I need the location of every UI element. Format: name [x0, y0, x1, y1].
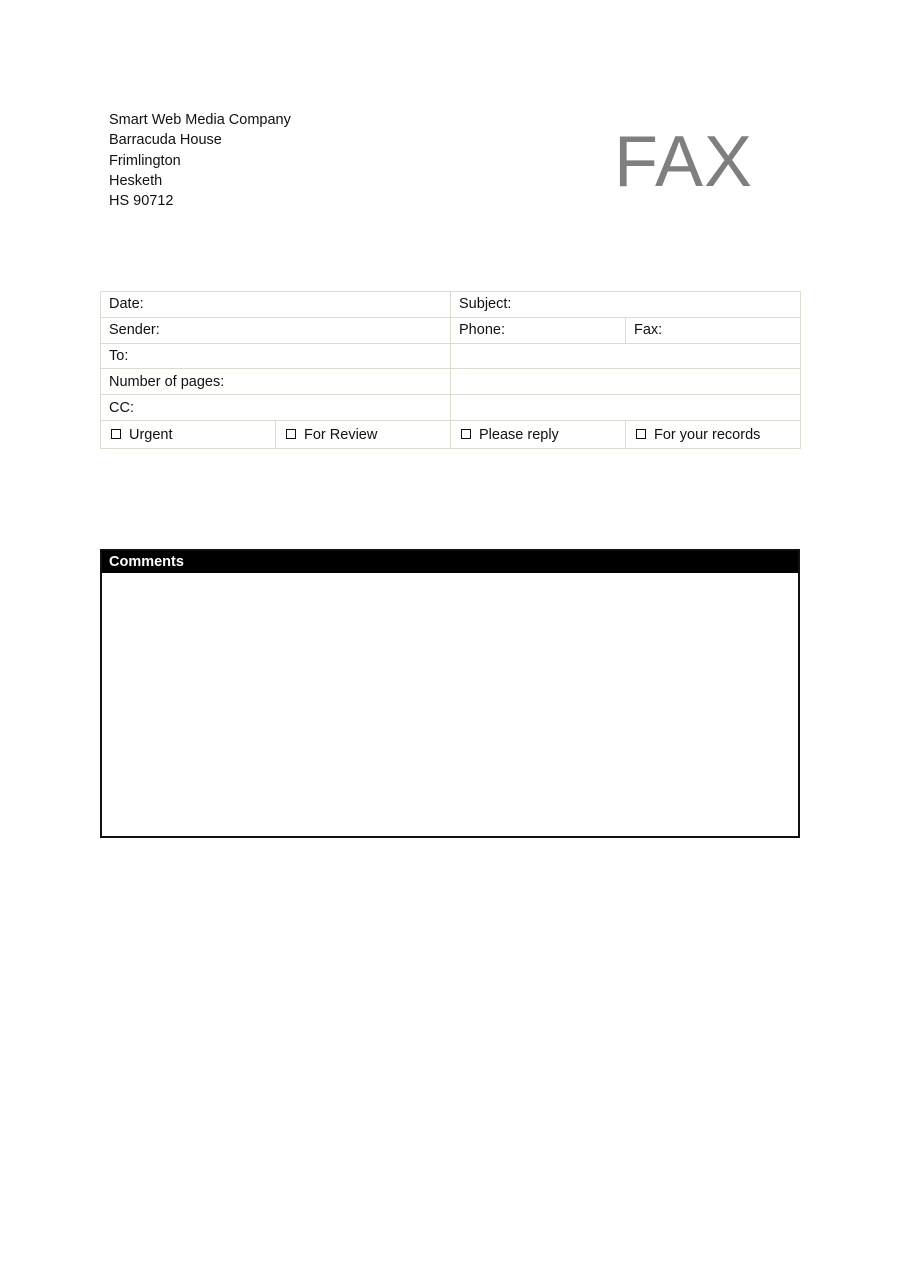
pages-value[interactable] — [451, 369, 801, 395]
phone-field[interactable] — [451, 317, 626, 343]
table-row — [101, 395, 801, 421]
to-label: To: — [109, 347, 129, 364]
to-field[interactable] — [101, 343, 451, 369]
urgent-label: Urgent — [129, 427, 173, 444]
subject-field[interactable] — [451, 292, 801, 318]
table-row — [101, 420, 801, 448]
address-postcode: HS 90712 — [109, 193, 174, 210]
table-row — [101, 369, 801, 395]
subject-label: Subject: — [459, 296, 512, 313]
table-row — [101, 343, 801, 369]
cc-field[interactable] — [101, 395, 451, 421]
address-line-2: Frimlington — [109, 152, 181, 169]
review-label: For Review — [304, 427, 378, 444]
comments-header: Comments — [102, 551, 798, 573]
records-label: For your records — [654, 427, 761, 444]
fax-field[interactable] — [626, 317, 801, 343]
review-checkbox[interactable] — [286, 429, 296, 439]
urgent-option[interactable] — [101, 420, 276, 448]
date-label: Date: — [109, 296, 144, 313]
table-row — [101, 292, 801, 318]
reply-label: Please reply — [479, 427, 559, 444]
date-field[interactable] — [101, 292, 451, 318]
sender-address — [109, 110, 291, 211]
to-value[interactable] — [451, 343, 801, 369]
reply-option[interactable] — [451, 420, 626, 448]
fax-details-table — [100, 291, 801, 449]
comments-box — [100, 549, 800, 838]
pages-label: Number of pages: — [109, 373, 225, 390]
company-name: Smart Web Media Company — [109, 112, 291, 128]
urgent-checkbox[interactable] — [111, 429, 121, 439]
records-checkbox[interactable] — [636, 429, 646, 439]
sender-field[interactable] — [101, 317, 451, 343]
fax-label: Fax: — [634, 322, 663, 339]
address-line-3: Hesketh — [109, 172, 163, 189]
sender-label: Sender: — [109, 322, 160, 339]
comments-area[interactable] — [102, 573, 798, 836]
cc-value[interactable] — [451, 395, 801, 421]
reply-checkbox[interactable] — [461, 429, 471, 439]
table-row — [101, 317, 801, 343]
review-option[interactable] — [276, 420, 451, 448]
page-title: FAX — [614, 122, 754, 202]
phone-label: Phone: — [459, 322, 505, 339]
pages-field[interactable] — [101, 369, 451, 395]
address-line-1: Barracuda House — [109, 132, 222, 149]
cc-label: CC: — [109, 399, 134, 416]
records-option[interactable] — [626, 420, 801, 448]
